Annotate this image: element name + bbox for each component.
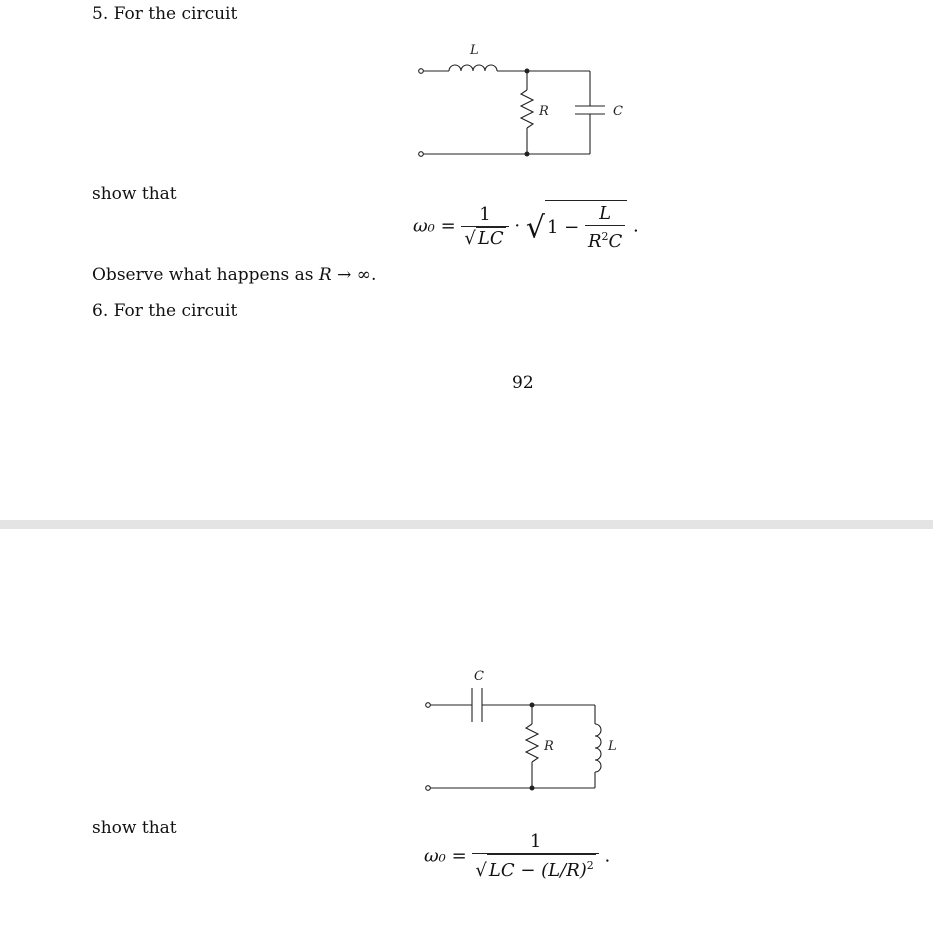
big-sqrt [526, 200, 627, 253]
formula-omega-0-lrc [413, 200, 639, 253]
input-terminal-bottom [426, 786, 431, 791]
page-separator [0, 520, 933, 529]
fraction-numerator: 1 [479, 203, 491, 225]
fraction-denominator [461, 226, 508, 250]
sqrt-icon: √ [464, 227, 476, 249]
resistor-label: R [539, 104, 549, 119]
fraction-denominator [472, 853, 598, 882]
circuit-diagram-crl [420, 664, 640, 794]
circuit-diagram-lrc [415, 38, 635, 163]
inductor-symbol [449, 65, 497, 71]
radicand [487, 854, 596, 882]
inner-den-exponent: 2 [601, 230, 609, 243]
observe-limit: → ∞. [331, 265, 377, 285]
inner-fraction [585, 203, 625, 253]
big-radicand [545, 200, 627, 253]
bottom-node [525, 152, 530, 157]
input-terminal-top [426, 703, 431, 708]
capacitor-label: C [474, 669, 484, 684]
formula-period: . [604, 845, 611, 867]
formula-period: . [633, 215, 639, 237]
observe-text: Observe what happens as [92, 265, 314, 285]
input-terminal-top [419, 69, 424, 74]
radicand-text: LC − (L/R) [488, 860, 587, 881]
fraction-numerator: 1 [529, 831, 542, 852]
big-sqrt-icon: √ [525, 210, 545, 246]
inner-den-r: R [587, 231, 602, 252]
inner-den-c: C [608, 231, 623, 252]
inductor-label: L [470, 43, 479, 58]
resistor-symbol [521, 90, 533, 128]
inductor-symbol [595, 724, 601, 772]
inner-numerator: L [599, 203, 612, 224]
observe-variable: R [318, 265, 332, 285]
inductor-label: L [608, 739, 617, 754]
radicand-one-minus: 1 − [546, 217, 585, 238]
observe-sentence [92, 265, 376, 285]
formula-fraction [472, 831, 598, 882]
page-number: 92 [512, 373, 534, 393]
formula-dot: · [514, 215, 526, 237]
bottom-node [530, 786, 535, 791]
resistor-symbol [526, 724, 538, 762]
inner-denominator [585, 225, 625, 253]
formula-lhs: ω₀ = [413, 215, 462, 237]
resistor-label: R [544, 739, 554, 754]
sqrt-icon: √ [475, 860, 487, 881]
document-page-bottom [0, 529, 933, 932]
formula-lhs: ω₀ = [424, 845, 473, 867]
problem-6-heading: 6. For the circuit [92, 301, 238, 321]
problem-5-show-that: show that [92, 184, 177, 204]
formula-omega-0-crl [424, 831, 610, 882]
problem-6-show-that: show that [92, 818, 177, 838]
capacitor-label: C [613, 104, 623, 119]
radicand-lc: LC [477, 227, 504, 249]
input-terminal-bottom [419, 152, 424, 157]
radicand-exponent: 2 [586, 859, 594, 872]
formula-fraction [461, 204, 508, 250]
problem-5-heading: 5. For the circuit [92, 4, 238, 24]
